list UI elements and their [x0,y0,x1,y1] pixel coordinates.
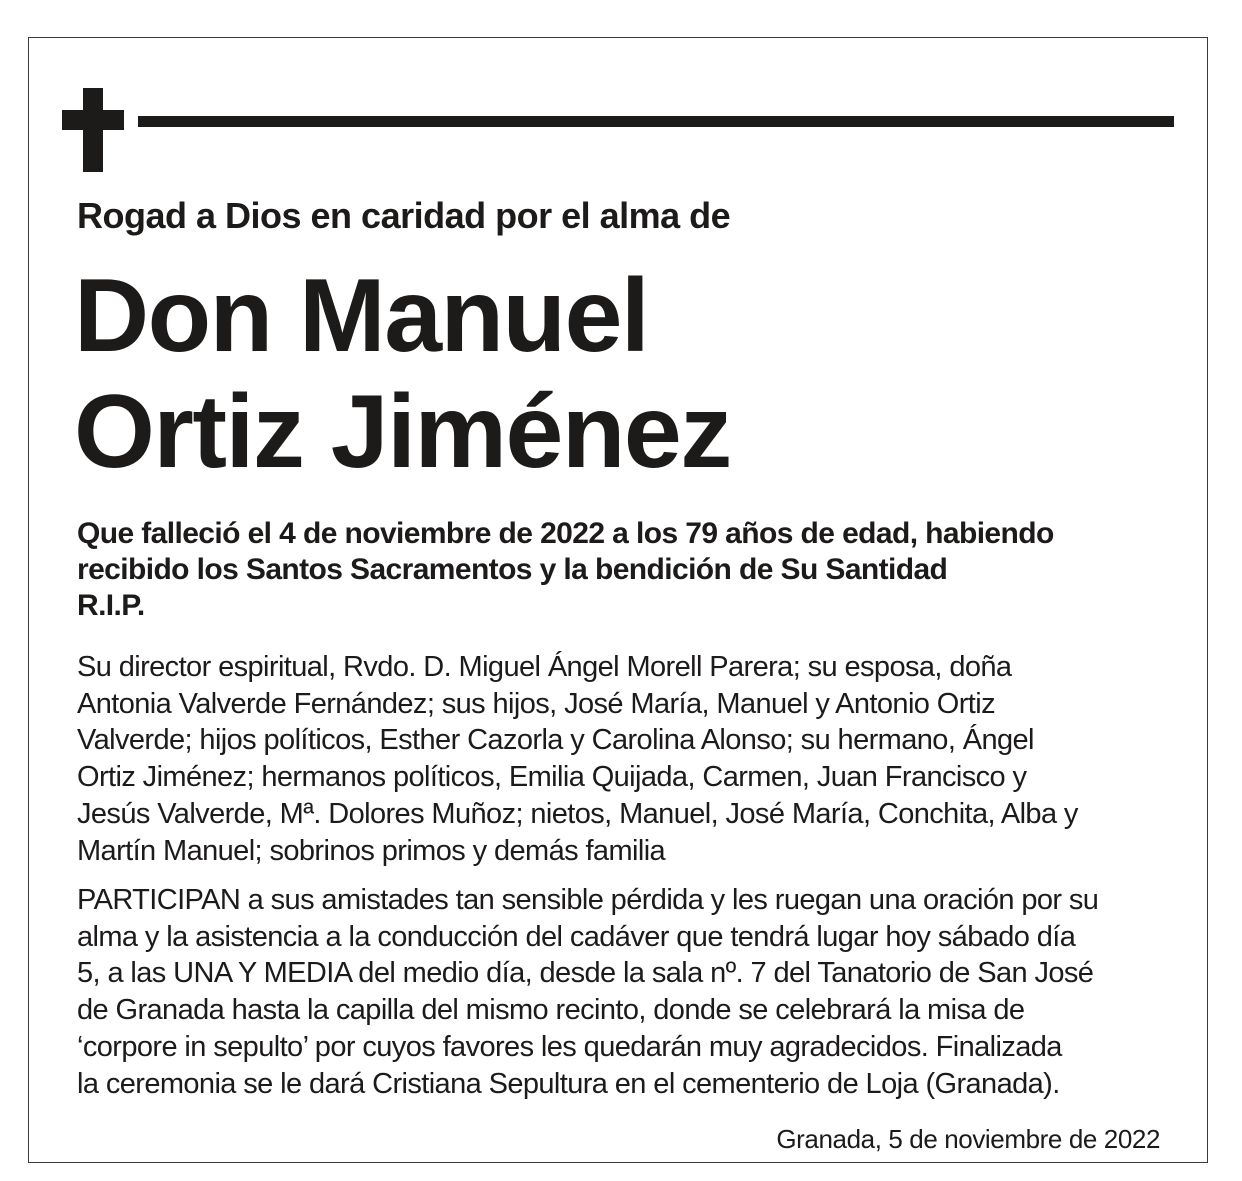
dateline: Granada, 5 de noviembre de 2022 [776,1124,1160,1154]
participan-line: de Granada hasta la capilla del mismo recinto, donde se celebrará la misa de [77,994,1025,1027]
participan-line: la ceremonia se le dará Cristiana Sepultura en el cementerio de Loja (Granada). [77,1067,1060,1100]
participan-line: alma y la asistencia a la conducción del cadáver que tendrá lugar hoy sábado día [77,920,1076,953]
family-line: Antonia Valverde Fernández; sus hijos, José María, Manuel y Antonio Ortiz [77,687,995,720]
participan-line: 5, a las UNA Y MEDIA del medio día, desde la sala nº. 7 del Tanatorio de San José [77,957,1094,990]
cross-vertical-bar [83,88,103,172]
rip-text: R.I.P. [77,589,145,622]
family-line: Su director espiritual, Rvdo. D. Miguel Ángel Morell Parera; su esposa, doña [77,651,1012,683]
intro-text: Rogad a Dios en caridad por el alma de [77,195,731,236]
death-notice-line: recibido los Santos Sacramentos y la bendición de Su Santidad [77,553,948,586]
deceased-name-line2: Ortiz Jiménez [74,374,731,490]
cross-horizontal-bar [62,110,124,130]
family-line: Ortiz Jiménez; hermanos políticos, Emilia Quijada, Carmen, Juan Francisco y [77,761,1027,794]
family-line: Valverde; hijos políticos, Esther Cazorla y Carolina Alonso; su hermano, Ángel [77,724,1034,757]
header-rule [138,116,1174,127]
participan-line: PARTICIPAN a sus amistades tan sensible pérdida y les ruegan una oración por su [77,884,1099,916]
family-line: Jesús Valverde, Mª. Dolores Muñoz; nietos, Manuel, José María, Conchita, Alba y [77,797,1078,830]
family-line: Martín Manuel; sobrinos primos y demás familia [77,834,666,867]
cross-icon [62,88,124,172]
participan-paragraph [77,882,1187,1102]
death-notice-line: Que falleció el 4 de noviembre de 2022 a los 79 años de edad, habiendo [77,517,1054,550]
deceased-name-line1: Don Manuel [74,258,649,374]
participan-line: ‘corpore in sepulto’ por cuyos favores les quedarán muy agradecidos. Finalizada [77,1030,1062,1063]
family-paragraph [77,649,1187,869]
death-notice [77,516,1177,624]
